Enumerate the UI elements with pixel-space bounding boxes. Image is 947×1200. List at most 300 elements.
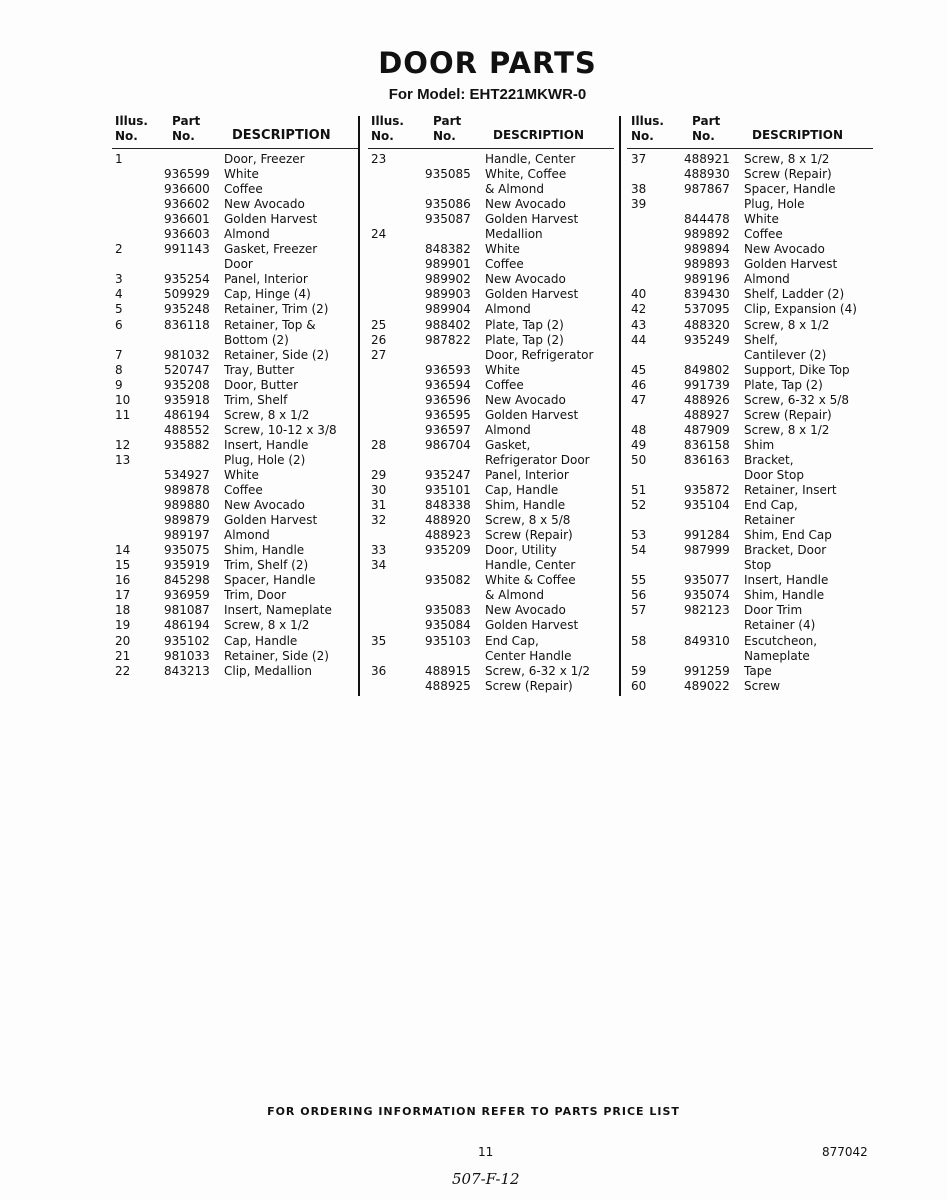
description: Golden Harvest	[485, 407, 579, 422]
description: Retainer	[744, 513, 795, 528]
table-row	[627, 272, 873, 287]
header-illus-no: No.	[371, 129, 394, 143]
parts-column-2	[368, 116, 614, 694]
table-row	[368, 483, 614, 498]
table-row	[368, 257, 614, 272]
description: Trim, Shelf	[224, 392, 288, 407]
illus-no: 43	[631, 317, 647, 332]
description: Cantilever (2)	[744, 347, 827, 362]
description: Tray, Butter	[224, 362, 295, 377]
part-no: 987867	[684, 182, 730, 197]
description: Screw, 8 x 1/2	[744, 152, 830, 166]
table-row	[112, 257, 358, 272]
table-row	[112, 453, 358, 468]
part-no: 839430	[684, 287, 730, 302]
description: Golden Harvest	[744, 257, 838, 272]
part-no: 935083	[425, 603, 471, 618]
column-header	[112, 116, 358, 149]
part-no: 981087	[164, 603, 210, 618]
part-no: 935209	[425, 543, 471, 558]
description: Screw, 8 x 1/2	[224, 618, 310, 633]
description: Screw, 8 x 1/2	[744, 422, 830, 437]
part-no: 989903	[425, 287, 471, 302]
table-row	[627, 603, 873, 618]
column-header	[627, 116, 873, 149]
part-no: 843213	[164, 663, 210, 678]
table-row	[368, 543, 614, 558]
table-row	[112, 483, 358, 498]
table-row	[627, 558, 873, 573]
part-no: 991143	[164, 242, 210, 257]
part-no: 935208	[164, 377, 210, 392]
description: Trim, Door	[224, 588, 287, 603]
part-no: 989197	[164, 528, 210, 543]
part-no: 989893	[684, 257, 730, 272]
description: Retainer, Insert	[744, 483, 837, 498]
table-row	[627, 453, 873, 468]
illus-no: 38	[631, 182, 647, 197]
description: Coffee	[744, 227, 783, 242]
description: Insert, Handle	[224, 437, 309, 452]
part-no: 488552	[164, 422, 210, 437]
illus-no: 19	[115, 618, 131, 633]
header-part: Part	[172, 114, 201, 128]
part-no: 935918	[164, 392, 210, 407]
table-row	[627, 543, 873, 558]
table-row	[368, 573, 614, 588]
header-part-no: No.	[433, 129, 456, 143]
part-no: 520747	[164, 362, 210, 377]
part-no: 534927	[164, 467, 210, 482]
description: Spacer, Handle	[744, 182, 836, 197]
parts-column-3	[627, 116, 873, 694]
header-description: DESCRIPTION	[232, 128, 331, 143]
part-no: 989902	[425, 272, 471, 287]
illus-no: 58	[631, 633, 647, 648]
part-no: 989901	[425, 257, 471, 272]
page-title: DOOR PARTS	[378, 46, 597, 80]
table-row	[112, 287, 358, 302]
illus-no: 39	[631, 197, 647, 212]
part-no: 488930	[684, 167, 730, 182]
table-row	[112, 603, 358, 618]
part-no: 986704	[425, 437, 471, 452]
table-row	[112, 649, 358, 664]
illus-no: 26	[371, 332, 387, 347]
description: White & Coffee	[485, 573, 576, 588]
description: Center Handle	[485, 648, 572, 663]
table-row	[368, 468, 614, 483]
part-no: 935084	[425, 618, 471, 633]
description: Door	[224, 257, 253, 272]
part-no: 488923	[425, 528, 471, 543]
part-no: 935101	[425, 483, 471, 498]
part-no: 936600	[164, 182, 210, 197]
illus-no: 59	[631, 663, 647, 678]
description: Almond	[224, 227, 270, 242]
part-no: 989878	[164, 483, 210, 498]
part-no: 849802	[684, 362, 730, 377]
table-row	[627, 513, 873, 528]
part-no: 935248	[164, 302, 210, 317]
header-part-no: No.	[692, 129, 715, 143]
part-no: 936594	[425, 377, 471, 392]
description: White	[224, 467, 259, 482]
part-no: 936959	[164, 588, 210, 603]
description: Support, Dike Top	[744, 362, 850, 377]
part-no: 987999	[684, 543, 730, 558]
illus-no: 31	[371, 498, 387, 513]
description: Screw (Repair)	[744, 407, 832, 422]
description: Shelf, Ladder (2)	[744, 287, 845, 302]
table-row	[368, 227, 614, 242]
illus-no: 49	[631, 437, 647, 452]
description: Door, Butter	[224, 377, 299, 392]
header-illus-no: No.	[631, 129, 654, 143]
header-part: Part	[433, 114, 462, 128]
illus-no: 11	[115, 407, 131, 422]
table-row	[112, 212, 358, 227]
description: Door, Refrigerator	[485, 347, 594, 362]
part-no: 487909	[684, 422, 730, 437]
description: Screw (Repair)	[485, 528, 573, 543]
table-row	[112, 272, 358, 287]
description: Almond	[485, 422, 531, 437]
description: White	[485, 362, 520, 377]
illus-no: 44	[631, 332, 647, 347]
header-illus-no: No.	[115, 129, 138, 143]
table-row	[627, 423, 873, 438]
illus-no: 55	[631, 573, 647, 588]
model-subtitle: For Model: EHT221MKWR-0	[388, 86, 587, 103]
part-no: 935249	[684, 332, 730, 347]
table-row	[368, 618, 614, 633]
table-row	[368, 302, 614, 317]
table-row	[368, 679, 614, 694]
illus-no: 47	[631, 392, 647, 407]
part-no: 981032	[164, 347, 210, 362]
table-row	[112, 182, 358, 197]
column-header	[368, 116, 614, 149]
description: Plug, Hole	[744, 197, 805, 212]
illus-no: 5	[115, 302, 123, 317]
part-no: 848382	[425, 242, 471, 257]
description: Handle, Center	[485, 558, 576, 573]
table-row	[112, 167, 358, 182]
illus-no: 45	[631, 362, 647, 377]
description: Shim, Handle	[224, 543, 305, 558]
table-row	[627, 378, 873, 393]
illus-no: 42	[631, 302, 647, 317]
illus-no: 36	[371, 663, 387, 678]
illus-no: 53	[631, 528, 647, 543]
description: New Avocado	[485, 603, 566, 618]
description: Bottom (2)	[224, 332, 289, 347]
description: & Almond	[485, 588, 544, 603]
description: Almond	[744, 272, 790, 287]
description: Retainer, Side (2)	[224, 347, 329, 362]
part-no: 991284	[684, 528, 730, 543]
table-row	[627, 438, 873, 453]
illus-no: 34	[371, 558, 387, 573]
description: New Avocado	[485, 392, 566, 407]
table-row	[112, 348, 358, 363]
description: Cap, Handle	[485, 483, 559, 498]
part-no: 935104	[684, 498, 730, 513]
description: Clip, Medallion	[224, 663, 312, 678]
description: White, Coffee	[485, 167, 567, 182]
table-row	[368, 453, 614, 468]
part-no: 935919	[164, 558, 210, 573]
description: Bracket,	[744, 452, 794, 467]
table-row	[368, 197, 614, 212]
part-no: 488921	[684, 152, 730, 166]
table-row	[368, 649, 614, 664]
ordering-note: FOR ORDERING INFORMATION REFER TO PARTS PRICE LIST	[267, 1105, 680, 1118]
illus-no: 30	[371, 483, 387, 498]
part-no: 936595	[425, 407, 471, 422]
illus-no: 8	[115, 362, 123, 377]
illus-no: 52	[631, 498, 647, 513]
illus-no: 46	[631, 377, 647, 392]
description: Door Stop	[744, 467, 804, 482]
part-no: 991259	[684, 663, 730, 678]
table-row	[368, 167, 614, 182]
part-no: 488920	[425, 513, 471, 528]
header-part-no: No.	[172, 129, 195, 143]
description: Screw, 8 x 1/2	[744, 317, 830, 332]
table-row	[368, 393, 614, 408]
description: Coffee	[224, 182, 263, 197]
illus-no: 13	[115, 452, 131, 467]
illus-no: 14	[115, 543, 131, 558]
description: Spacer, Handle	[224, 573, 316, 588]
illus-no: 17	[115, 588, 131, 603]
illus-no: 56	[631, 588, 647, 603]
illus-no: 29	[371, 467, 387, 482]
table-row	[368, 272, 614, 287]
table-row	[112, 618, 358, 633]
description: Plate, Tap (2)	[744, 377, 823, 392]
illus-no: 37	[631, 152, 647, 166]
part-no: 989892	[684, 227, 730, 242]
column-divider	[619, 116, 621, 696]
table-row	[627, 618, 873, 633]
description: Screw (Repair)	[485, 678, 573, 693]
part-no: 935086	[425, 197, 471, 212]
table-row	[112, 302, 358, 317]
table-row	[368, 408, 614, 423]
illus-no: 22	[115, 663, 131, 678]
parts-column-1	[112, 116, 358, 679]
table-row	[627, 408, 873, 423]
part-no: 935087	[425, 212, 471, 227]
description: Bracket, Door	[744, 543, 827, 558]
table-row	[368, 603, 614, 618]
table-row	[627, 333, 873, 348]
description: Gasket, Freezer	[224, 242, 318, 257]
part-no: 844478	[684, 212, 730, 227]
illus-no: 7	[115, 347, 123, 362]
table-row	[368, 152, 614, 167]
table-row	[368, 363, 614, 378]
description: Refrigerator Door	[485, 452, 590, 467]
illus-no: 15	[115, 558, 131, 573]
description: Gasket,	[485, 437, 531, 452]
description: Retainer (4)	[744, 618, 816, 633]
description: Screw, 6-32 x 5/8	[744, 392, 849, 407]
illus-no: 27	[371, 347, 387, 362]
part-no: 486194	[164, 618, 210, 633]
illus-no: 24	[371, 227, 387, 242]
table-row	[368, 318, 614, 333]
description: Plate, Tap (2)	[485, 317, 564, 332]
description: Panel, Interior	[224, 272, 308, 287]
table-row	[112, 498, 358, 513]
header-description: DESCRIPTION	[493, 128, 585, 142]
table-row	[368, 558, 614, 573]
table-row	[368, 348, 614, 363]
part-no: 988402	[425, 317, 471, 332]
illus-no: 12	[115, 437, 131, 452]
column-divider	[358, 116, 360, 696]
header-description: DESCRIPTION	[752, 128, 844, 142]
illus-no: 9	[115, 377, 123, 392]
description: Coffee	[224, 483, 263, 498]
part-no: 989904	[425, 302, 471, 317]
table-row	[627, 588, 873, 603]
description: Door Trim	[744, 603, 803, 618]
description: New Avocado	[744, 242, 825, 257]
table-row	[112, 227, 358, 242]
illus-no: 23	[371, 152, 387, 166]
table-row	[627, 649, 873, 664]
table-row	[368, 588, 614, 603]
description: Screw, 8 x 1/2	[224, 407, 310, 422]
table-row	[112, 378, 358, 393]
illus-no: 28	[371, 437, 387, 452]
description: White	[744, 212, 779, 227]
part-no: 935254	[164, 272, 210, 287]
table-row	[368, 634, 614, 649]
description: Panel, Interior	[485, 467, 569, 482]
part-no: 989196	[684, 272, 730, 287]
description: Insert, Handle	[744, 573, 829, 588]
part-no: 981033	[164, 648, 210, 663]
table-row	[112, 438, 358, 453]
table-row	[627, 348, 873, 363]
part-no: 488926	[684, 392, 730, 407]
table-row	[112, 152, 358, 167]
illus-no: 2	[115, 242, 123, 257]
description: Golden Harvest	[485, 212, 579, 227]
table-row	[112, 197, 358, 212]
description: Coffee	[485, 377, 524, 392]
description: Handle, Center	[485, 152, 576, 166]
table-row	[627, 679, 873, 694]
description: Stop	[744, 558, 772, 573]
description: New Avocado	[224, 197, 305, 212]
table-row	[627, 363, 873, 378]
description: New Avocado	[485, 272, 566, 287]
description: Screw, 8 x 5/8	[485, 513, 571, 528]
illus-no: 50	[631, 452, 647, 467]
part-no: 935074	[684, 588, 730, 603]
table-row	[368, 528, 614, 543]
table-row	[112, 242, 358, 257]
description: Medallion	[485, 227, 543, 242]
table-row	[627, 528, 873, 543]
illus-no: 6	[115, 317, 123, 332]
table-row	[112, 573, 358, 588]
part-no: 488925	[425, 678, 471, 693]
description: Screw	[744, 678, 781, 693]
document-number: 877042	[822, 1145, 868, 1159]
description: New Avocado	[485, 197, 566, 212]
table-row	[368, 438, 614, 453]
description: Shim, Handle	[485, 498, 566, 513]
description: Coffee	[485, 257, 524, 272]
description: Cap, Handle	[224, 633, 298, 648]
table-row	[368, 333, 614, 348]
part-no: 836158	[684, 437, 730, 452]
table-row	[627, 483, 873, 498]
part-no: 935082	[425, 573, 471, 588]
table-row	[627, 664, 873, 679]
part-no: 936601	[164, 212, 210, 227]
table-row	[627, 287, 873, 302]
table-row	[112, 513, 358, 528]
illus-no: 25	[371, 317, 387, 332]
illus-no: 1	[115, 152, 123, 166]
illus-no: 48	[631, 422, 647, 437]
part-no: 987822	[425, 332, 471, 347]
table-row	[627, 498, 873, 513]
table-row	[368, 212, 614, 227]
illus-no: 4	[115, 287, 123, 302]
description: New Avocado	[224, 498, 305, 513]
description: Insert, Nameplate	[224, 603, 332, 618]
description: White	[224, 167, 259, 182]
part-no: 488927	[684, 407, 730, 422]
table-row	[368, 498, 614, 513]
description: Plug, Hole (2)	[224, 452, 306, 467]
table-row	[112, 318, 358, 333]
part-no: 936602	[164, 197, 210, 212]
description: Nameplate	[744, 648, 810, 663]
part-no: 936603	[164, 227, 210, 242]
part-no: 486194	[164, 407, 210, 422]
illus-no: 60	[631, 678, 647, 693]
description: Shim, Handle	[744, 588, 825, 603]
header-illus: Illus.	[631, 114, 664, 128]
description: Almond	[485, 302, 531, 317]
table-row	[368, 287, 614, 302]
table-row	[627, 197, 873, 212]
table-row	[627, 302, 873, 317]
part-no: 935102	[164, 633, 210, 648]
table-row	[112, 664, 358, 679]
part-no: 836163	[684, 452, 730, 467]
table-row	[627, 167, 873, 182]
header-illus: Illus.	[115, 114, 148, 128]
illus-no: 3	[115, 272, 123, 287]
description: Shelf,	[744, 332, 778, 347]
table-row	[368, 513, 614, 528]
table-row	[627, 242, 873, 257]
part-no: 982123	[684, 603, 730, 618]
table-row	[627, 212, 873, 227]
